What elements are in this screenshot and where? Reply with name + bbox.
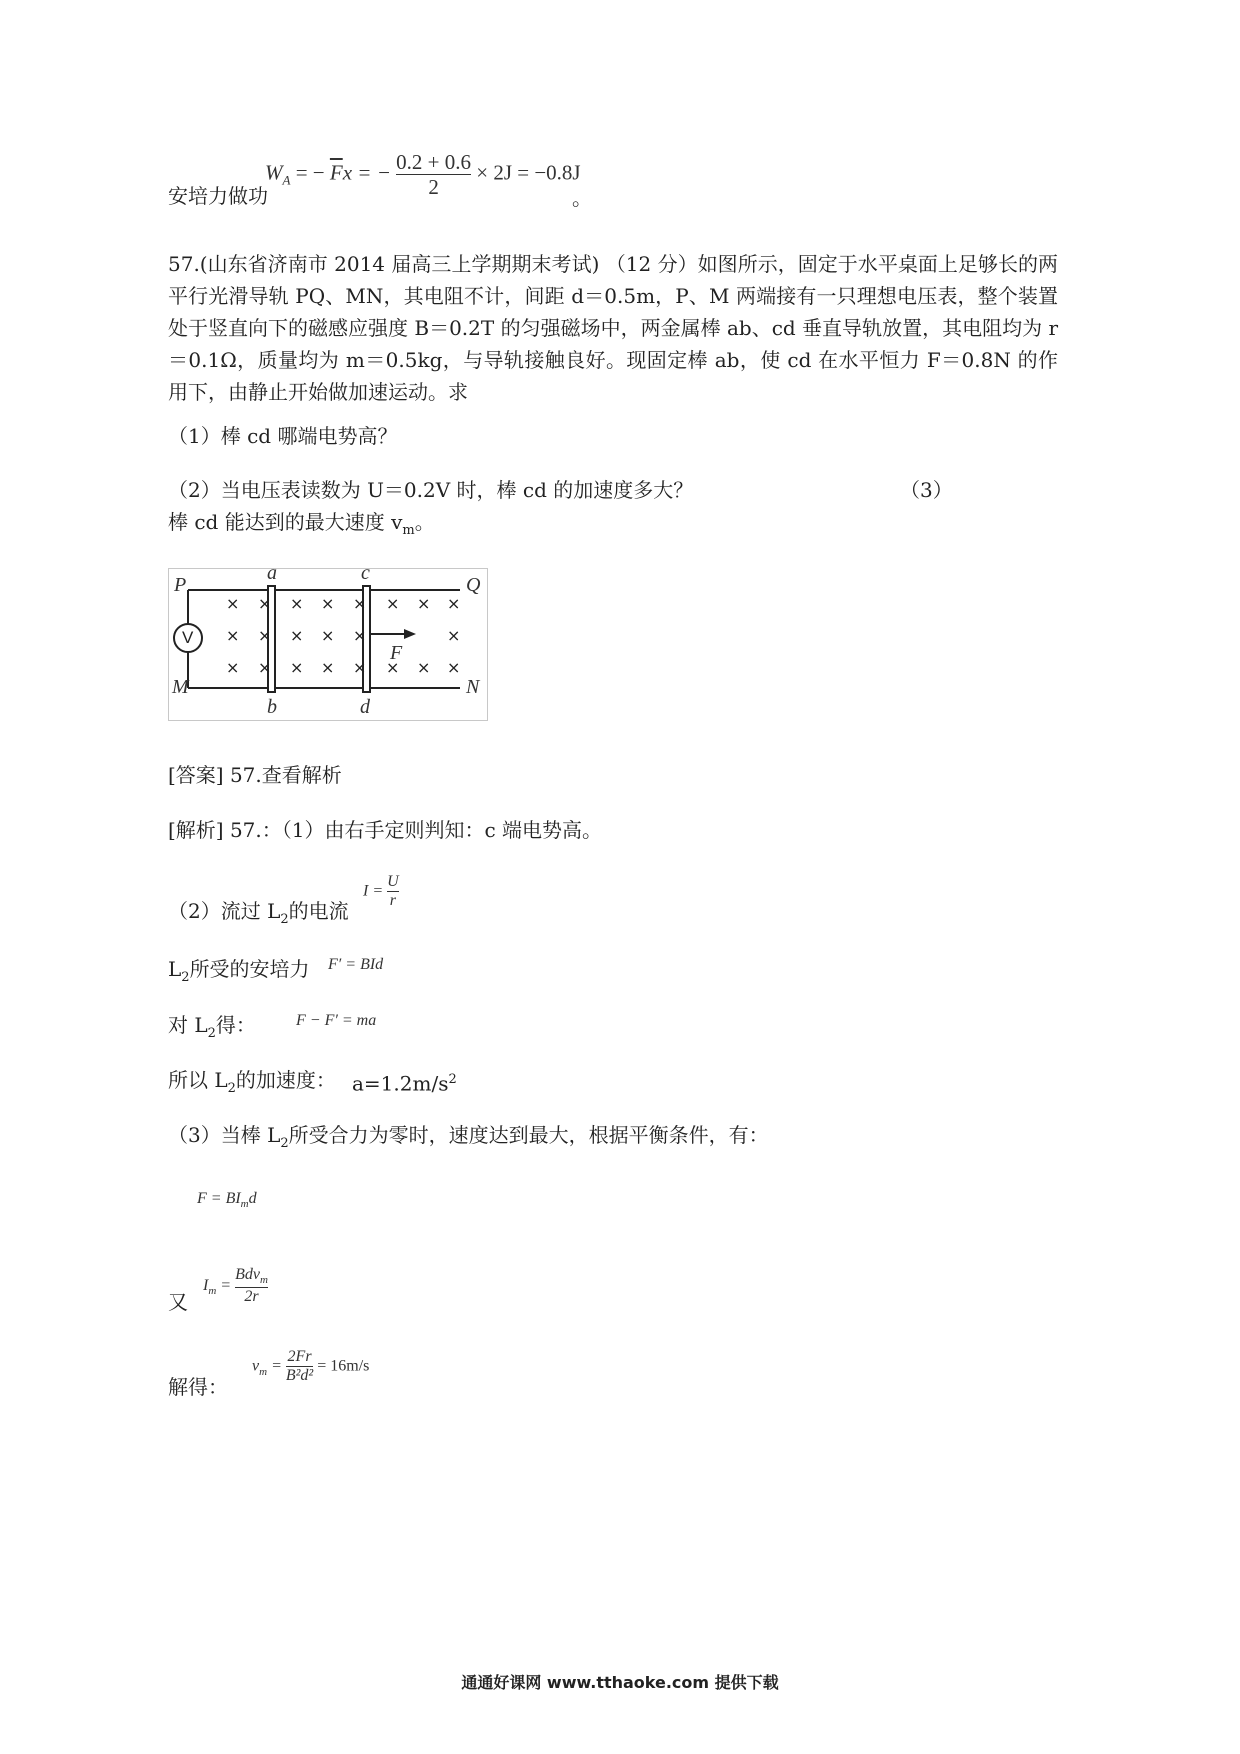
current-den: r — [387, 891, 399, 910]
vm-fraction — [286, 1348, 313, 1386]
analysis-line-2-post: 的电流 — [288, 899, 349, 923]
field-cross-icon: × — [258, 594, 272, 613]
field-cross-icon: × — [321, 626, 335, 645]
field-cross-icon: × — [226, 626, 240, 645]
analysis-line-6 — [168, 1119, 769, 1160]
work-num: 0.2 + 0.6 — [396, 150, 471, 174]
question-2: （2）当电压表读数为 U＝0.2V 时，棒 cd 的加速度多大？ — [168, 478, 694, 502]
work-lhs-sub: A — [282, 172, 291, 188]
work-rest: × 2J = −0.8J — [476, 160, 581, 185]
problem-text: 57.(山东省济南市 2014 届高三上学期期末考试) （12 分）如图所示，固定于水平桌面上足够长的两平行光滑导轨 PQ、MN，其电阻不计，间距 d＝0.5m，P、M 两端接有一只理想电压表，整个装置处于竖直向下的磁感应强度 B＝0.2T 的匀强磁场中，两金属棒 ab、cd 垂直导轨放置，其电阻均为 r＝0.1Ω，质量均为 m＝0.5kg，与导轨接触良好。现固定棒 ab，使 cd 在水平恒力 F＝0.8N 的作用下，由静止开始做加速运动。求 — [168, 252, 1058, 404]
vm-result: = 16m/s — [317, 1357, 370, 1375]
im-lhs-sub: m — [208, 1284, 217, 1297]
balance-lhs: F = BI — [197, 1190, 241, 1207]
analysis-line-5 — [168, 1064, 336, 1105]
work-fraction — [396, 150, 471, 199]
label-d: d — [360, 696, 370, 718]
field-cross-icon: × — [353, 594, 367, 613]
field-cross-icon: × — [226, 594, 240, 613]
analysis-line-6-sub: 2 — [280, 1136, 289, 1151]
im-num-text: Bdv — [235, 1266, 260, 1283]
balance-end: d — [248, 1190, 257, 1207]
work-x: x = − — [342, 160, 391, 185]
analysis-line-4 — [168, 1009, 256, 1050]
page-footer: 通通好课网 www.tthaoke.com 提供下载 — [461, 1673, 779, 1692]
work-den: 2 — [396, 174, 471, 199]
im-eq: = — [220, 1276, 232, 1294]
vm-lhs-sub: m — [259, 1365, 268, 1378]
analysis-line-3 — [168, 953, 310, 994]
field-cross-icon: × — [321, 658, 335, 677]
work-period: 。 — [572, 186, 592, 210]
work-label: 安培力做功 — [168, 184, 268, 208]
field-cross-icon: × — [258, 626, 272, 645]
label-N: N — [466, 676, 480, 698]
label-c: c — [361, 562, 370, 584]
field-cross-icon: × — [226, 658, 240, 677]
label-a: a — [267, 562, 277, 584]
current-lhs: I = — [363, 882, 384, 900]
acceleration-value — [352, 1064, 457, 1100]
analysis-solve: 解得： — [168, 1375, 228, 1399]
vm-num: 2Fr — [287, 1348, 312, 1365]
field-cross-icon: × — [386, 658, 400, 677]
analysis-line-3-post: 所受的安培力 — [189, 957, 310, 981]
label-P: P — [174, 574, 187, 596]
newton-formula: F − F′ = ma — [296, 1012, 377, 1029]
field-cross-icon: × — [417, 658, 431, 677]
analysis-line-6-pre: （3）当棒 L — [168, 1123, 281, 1147]
field-cross-icon: × — [290, 658, 304, 677]
analysis-line-4-pre: 对 L — [168, 1013, 208, 1037]
question-1: （1）棒 cd 哪端电势高？ — [168, 424, 398, 448]
question-3-text: 棒 cd 能达到的最大速度 v — [168, 510, 403, 534]
vm-formula — [252, 1348, 369, 1386]
field-cross-icon: × — [290, 626, 304, 645]
analysis-line-4-sub: 2 — [207, 1026, 216, 1041]
analysis-line-1: [解析] 57.：（1）由右手定则判知：c 端电势高。 — [168, 818, 603, 842]
acceleration-sup: 2 — [448, 1072, 457, 1087]
analysis-line-2-pre: （2）流过 L — [168, 899, 281, 923]
analysis-line-6-post: 所受合力为零时，速度达到最大，根据平衡条件，有： — [288, 1123, 769, 1147]
field-cross-icon: × — [353, 626, 367, 645]
analysis-line-3-pre: L — [168, 957, 182, 981]
im-lhs: I — [203, 1276, 209, 1294]
label-F: F — [390, 642, 403, 664]
balance-sub: m — [240, 1198, 249, 1211]
question-3-number: （3） — [900, 478, 953, 502]
field-cross-icon: × — [353, 658, 367, 677]
work-eq1: = − — [295, 160, 325, 185]
work-formula — [265, 150, 581, 199]
voltmeter-label: V — [182, 628, 194, 647]
force-arrow-head — [404, 629, 416, 639]
field-cross-icon: × — [447, 594, 461, 613]
question-3 — [168, 506, 435, 547]
field-cross-icon: × — [386, 594, 400, 613]
analysis-line-5-pre: 所以 L — [168, 1068, 228, 1092]
analysis-line-5-sub: 2 — [227, 1081, 236, 1096]
question-3-end: 。 — [414, 510, 435, 534]
balance-formula — [197, 1190, 257, 1210]
im-num — [235, 1266, 268, 1287]
analysis-line-4-post: 得： — [215, 1013, 256, 1037]
rails-figure — [168, 562, 488, 721]
field-cross-icon: × — [417, 594, 431, 613]
current-formula — [363, 873, 399, 911]
work-fbar: $\overline{F}$ — [329, 160, 343, 185]
analysis-line-2 — [168, 895, 349, 936]
analysis-line-2-sub: 2 — [280, 912, 289, 927]
question-3-sub: m — [402, 523, 415, 538]
analysis-you: 又 — [168, 1290, 188, 1314]
analysis-line-3-sub: 2 — [181, 970, 190, 985]
label-M: M — [172, 676, 189, 698]
field-cross-icon: × — [321, 594, 335, 613]
vm-eq: = — [271, 1357, 282, 1375]
work-lhs: W — [265, 160, 283, 185]
field-cross-icon: × — [447, 626, 461, 645]
acceleration-text: a=1.2m/s — [352, 1071, 449, 1096]
im-num-sub: m — [259, 1274, 268, 1287]
current-num: U — [387, 873, 399, 890]
analysis-line-5-post: 的加速度： — [235, 1068, 336, 1092]
field-cross-icon: × — [290, 594, 304, 613]
im-den: 2r — [235, 1287, 268, 1306]
current-fraction — [387, 873, 399, 911]
label-Q: Q — [466, 574, 481, 596]
label-b: b — [267, 696, 277, 718]
answer-line: [答案] 57.查看解析 — [168, 763, 342, 787]
im-fraction — [235, 1266, 268, 1306]
field-cross-icon: × — [447, 658, 461, 677]
vm-lhs: v — [252, 1357, 260, 1375]
im-formula — [203, 1266, 268, 1306]
ampere-force-formula: F′ = BId — [328, 956, 384, 973]
vm-den: B²d² — [285, 1367, 314, 1385]
field-cross-icon: × — [258, 658, 272, 677]
